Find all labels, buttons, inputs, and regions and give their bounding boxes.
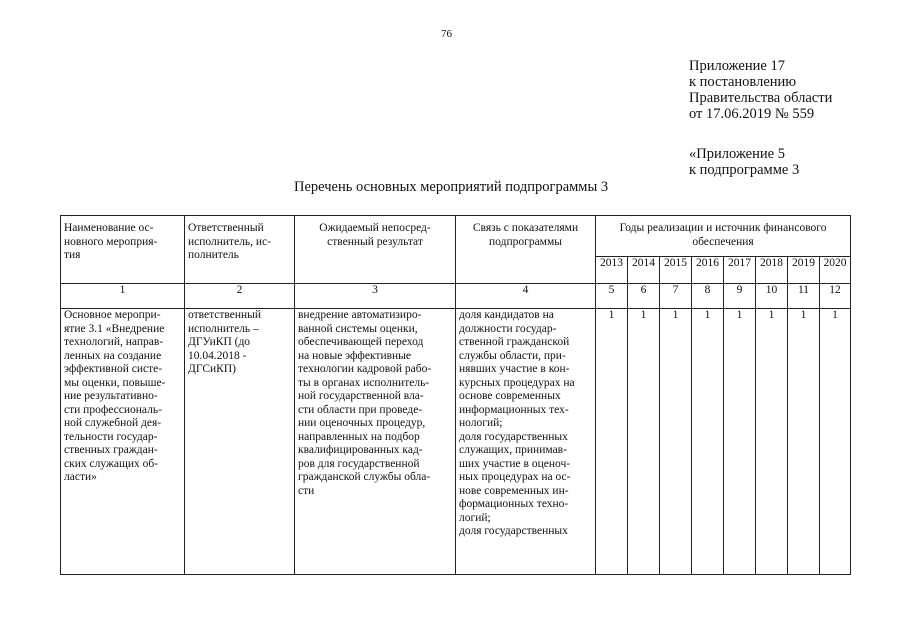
measures-table <box>60 215 851 575</box>
year-header: 2019 <box>788 257 820 284</box>
header-text: Наименование ос- новного мероприя- тия <box>64 222 158 261</box>
expected-result-text: внедрение автоматизиро- ванной системы оценки, обеспечивающей переход на новые эффективные технологии кадровой рабо- ты в органах исполнитель- ной государственной вла- сти области при проведе- нии оценочных процедур, направленных на подбор квалифицированных кад- ров для государственной гражданской службы обла- сти <box>298 309 432 497</box>
year-value-cell: 1 <box>724 309 756 575</box>
year-header: 2013 <box>596 257 628 284</box>
header-text: Ответственный исполнитель, ис- полнитель <box>188 222 272 261</box>
appendix-reference <box>689 58 832 122</box>
responsible-cell <box>185 309 295 575</box>
header-expected-result <box>295 216 456 284</box>
year-header: 2016 <box>692 257 724 284</box>
year-header: 2014 <box>628 257 660 284</box>
responsible-text: ответственный исполнитель – ДГУиКП (до 10.04.2018 - ДГСиКП) <box>188 309 262 375</box>
year-header: 2020 <box>820 257 851 284</box>
appendix-line: от 17.06.2019 № 559 <box>689 106 815 122</box>
measure-name-text: Основное меропри- ятие 3.1 «Внедрение технологий, направ- ленных на создание эффективной систе- мы оценки, повыше- ние результативно- сти профессиональ- ной служебной дея- тельности государ- ственных граждан- ских служащих об- ласти» <box>64 309 166 483</box>
column-number: 11 <box>788 284 820 309</box>
column-number: 6 <box>628 284 660 309</box>
indicators-link-cell <box>456 309 596 575</box>
column-number: 9 <box>724 284 756 309</box>
column-number: 7 <box>660 284 692 309</box>
column-number: 5 <box>596 284 628 309</box>
expected-result-cell <box>295 309 456 575</box>
header-text: Ожидаемый непосред- ственный результат <box>319 222 431 248</box>
column-number: 8 <box>692 284 724 309</box>
appendix-line: «Приложение 5 <box>689 146 785 162</box>
column-number: 4 <box>456 284 596 309</box>
appendix-line: Приложение 17 <box>689 58 785 74</box>
year-value-cell: 1 <box>820 309 851 575</box>
column-number: 2 <box>185 284 295 309</box>
header-measure-name <box>61 216 185 284</box>
column-number: 12 <box>820 284 851 309</box>
year-value-cell: 1 <box>628 309 660 575</box>
year-value-cell: 1 <box>596 309 628 575</box>
year-header: 2017 <box>724 257 756 284</box>
appendix-line: к постановлению <box>689 74 797 90</box>
column-number: 10 <box>756 284 788 309</box>
subprogram-appendix-reference <box>689 146 799 178</box>
document-title: Перечень основных мероприятий подпрограммы 3 <box>294 179 609 195</box>
year-header: 2015 <box>660 257 692 284</box>
year-value-cell: 1 <box>660 309 692 575</box>
column-number: 1 <box>61 284 185 309</box>
header-indicators-link <box>456 216 596 284</box>
year-value-cell: 1 <box>756 309 788 575</box>
appendix-line: к подпрограмме 3 <box>689 162 800 178</box>
header-years-group <box>596 216 851 257</box>
appendix-line: Правительства области <box>689 90 833 106</box>
year-header: 2018 <box>756 257 788 284</box>
header-responsible <box>185 216 295 284</box>
indicators-link-text: доля кандидатов на должности государ- ственной гражданской службы области, при- нявших участие в кон- курсных процедурах на основе современных информационных тех- нологий; доля государственных служащих, принимав- ших участие в оценоч- ных процедурах на ос- нове современных ин- формационных техно- логий; доля государственных <box>459 309 575 537</box>
header-text: Связь с показателями подпрограммы <box>472 222 579 248</box>
page-number: 76 <box>441 28 452 40</box>
measure-name-cell <box>61 309 185 575</box>
column-number: 3 <box>295 284 456 309</box>
year-value-cell: 1 <box>788 309 820 575</box>
header-text: Годы реализации и источник финансового обеспечения <box>619 222 827 248</box>
year-value-cell: 1 <box>692 309 724 575</box>
